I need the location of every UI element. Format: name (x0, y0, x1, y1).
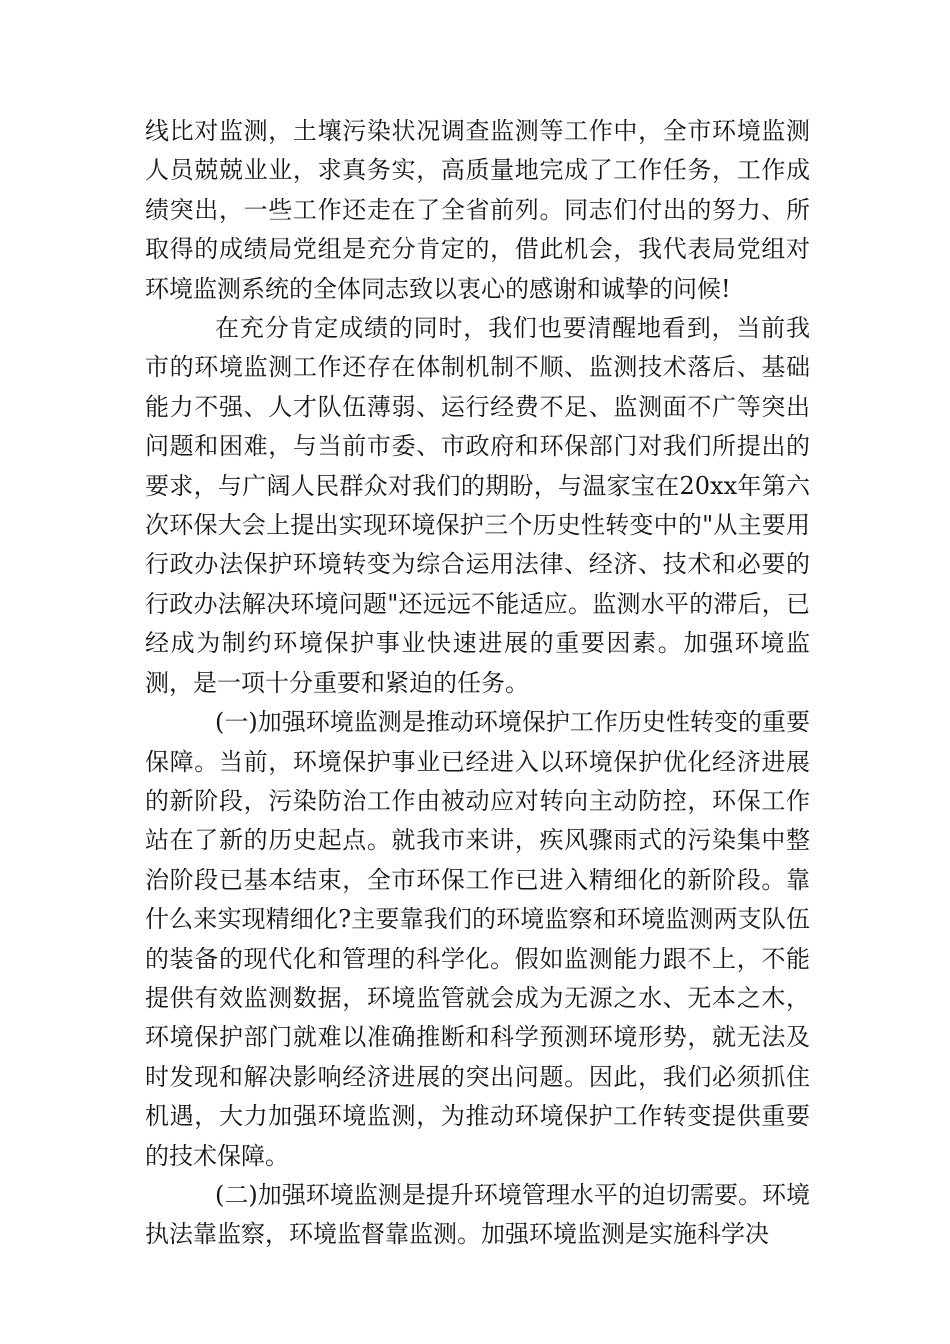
paragraph-point-two: (二)加强环境监测是提升环境管理水平的迫切需要。环境执法靠监察，环境监督靠监测。加强环境监测是实施科学决 (145, 1180, 810, 1249)
paragraph-problems: 在充分肯定成绩的同时，我们也要清醒地看到，当前我市的环境监测工作还存在体制机制不顺、监测技术落后、基础能力不强、人才队伍薄弱、运行经费不足、监测面不广等突出问题和困难，与当前市委、市政府和环保部门对我们所提出的要求，与广阔人民群众对我们的期盼，与温家宝在20xx年第六次环保大会上提出实现环境保护三个历史性转变中的"从主要用行政办法保护环境转变为综合运用法律、经济、技术和必要的行政办法解决环境问题"还远远不能适应。监测水平的滞后，已经成为制约环境保护事业快速进展的重要因素。加强环境监测，是一项十分重要和紧迫的任务。 (145, 314, 810, 697)
paragraph-continuation: 线比对监测，土壤污染状况调查监测等工作中，全市环境监测人员兢兢业业，求真务实，高质量地完成了工作任务，工作成绩突出，一些工作还走在了全省前列。同志们付出的努力、所取得的成绩局党组是充分肯定的，借此机会，我代表局党组对环境监测系统的全体同志致以衷心的感谢和诚挚的问候! (145, 117, 810, 303)
paragraph-point-one: (一)加强环境监测是推动环境保护工作历史性转变的重要保障。当前，环境保护事业已经进入以环境保护优化经济进展的新阶段，污染防治工作由被动应对转向主动防控，环保工作站在了新的历史起点。就我市来讲，疾风骤雨式的污染集中整治阶段已基本结束，全市环保工作已进入精细化的新阶段。靠什么来实现精细化?主要靠我们的环境监察和环境监测两支队伍的装备的现代化和管理的科学化。假如监测能力跟不上，不能提供有效监测数据，环境监管就会成为无源之水、无本之木，环境保护部门就难以准确推断和科学预测环境形势，就无法及时发现和解决影响经济进展的突出问题。因此，我们必须抓住机遇，大力加强环境监测，为推动环境保护工作转变提供重要的技术保障。 (145, 708, 810, 1170)
document-body (145, 112, 810, 1255)
